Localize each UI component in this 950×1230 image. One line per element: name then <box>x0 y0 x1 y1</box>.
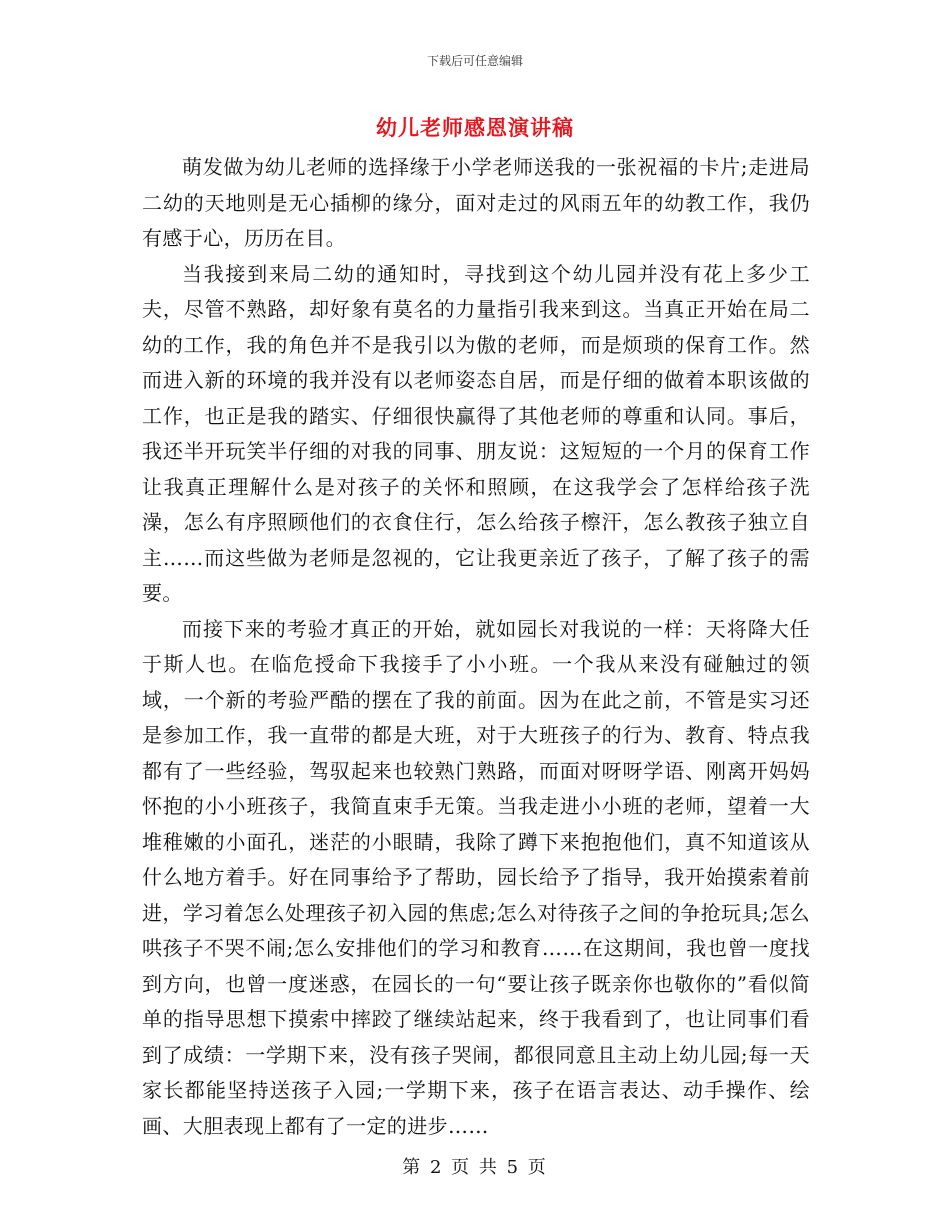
paragraph-3: 而接下来的考验才真正的开始，就如园长对我说的一样：天将降大任于斯人也。在临危授命下我接手了小小班。一个我从来没有碰触过的领域，一个新的考验严酷的摆在了我的前面。因为在此之前，不管是实习还是参加工作，我一直带的都是大班，对于大班孩子的行为、教育、特点我都有了一些经验，驾驭起来也较熟门熟路，而面对呀呀学语、刚离开妈妈怀抱的小小班孩子，我简直束手无策。当我走进小小班的老师，望着一大堆稚嫩的小面孔，迷茫的小眼睛，我除了蹲下来抱抱他们，真不知道该从什么地方着手。好在同事给予了帮助，园长给予了指导，我开始摸索着前进，学习着怎么处理孩子初入园的焦虑;怎么对待孩子之间的争抢玩具;怎么哄孩子不哭不闹;怎么安排他们的学习和教育……在这期间，我也曾一度找到方向，也曾一度迷惑，在园长的一句“要让孩子既亲你也敬你的”看似简单的指导思想下摸索中摔跤了继续站起来，终于我看到了，也让同事们看到了成绩：一学期下来，没有孩子哭闹，都很同意且主动上幼儿园;每一天家长都能坚持送孩子入园;一学期下来，孩子在语言表达、动手操作、绘画、大胆表现上都有了一定的进步…… <box>142 616 810 1138</box>
page-header-note: 下载后可任意编辑 <box>426 54 523 68</box>
page-number-footer: 第 2 页 共 5 页 <box>402 1157 548 1178</box>
document-body <box>142 150 810 1144</box>
paragraph-2: 当我接到来局二幼的通知时，寻找到这个幼儿园并没有花上多少工夫，尽管不熟路，却好象有莫名的力量指引我来到这。当真正开始在局二幼的工作，我的角色并不是我引以为傲的老师，而是烦琐的保育工作。然而进入新的环境的我并没有以老师姿态自居，而是仔细的做着本职该做的工作，也正是我的踏实、仔细很快赢得了其他老师的尊重和认同。事后，我还半开玩笑半仔细的对我的同事、朋友说：这短短的一个月的保育工作让我真正理解什么是对孩子的关怀和照顾，在这我学会了怎样给孩子洗澡，怎么有序照顾他们的衣食住行，怎么给孩子檫汗，怎么教孩子独立自主……而这些做为老师是忽视的，它让我更亲近了孩子，了解了孩子的需要。 <box>142 261 810 605</box>
document-title: 幼儿老师感恩演讲稿 <box>376 116 574 140</box>
paragraph-1: 萌发做为幼儿老师的选择缘于小学老师送我的一张祝福的卡片;走进局二幼的天地则是无心插柳的缘分，面对走过的风雨五年的幼教工作，我仍有感于心，历历在目。 <box>142 155 810 250</box>
